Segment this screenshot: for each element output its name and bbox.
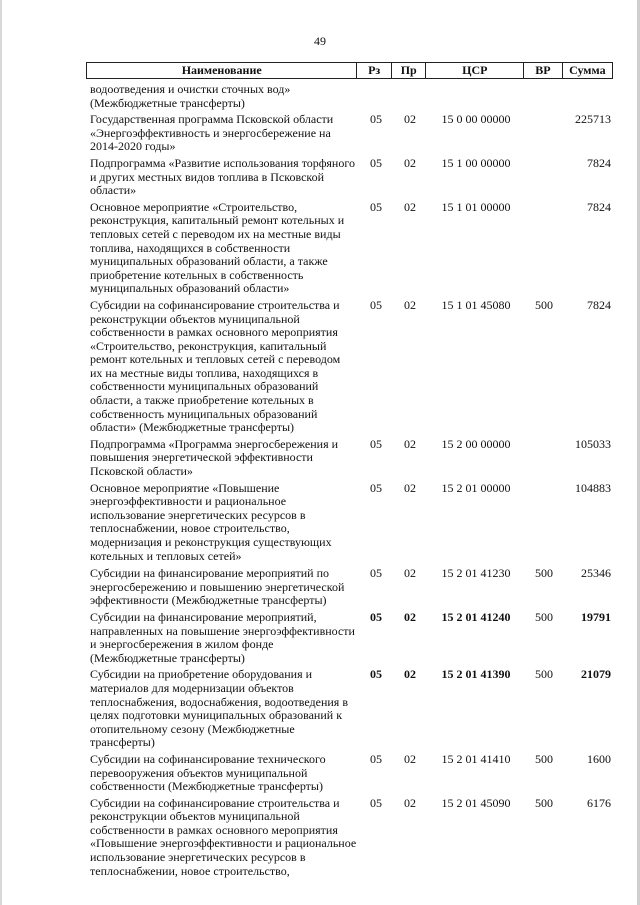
header-pr: Пр	[391, 63, 426, 78]
cell-csr: 15 2 01 41240	[441, 609, 511, 624]
cell-rz: 05	[370, 751, 382, 766]
table-row	[86, 201, 613, 296]
cell-name: Основное мероприятие «Повышение энергоэффективности и рациональное использование энергетических ресурсов в теплоснабжении, новое строительство, модернизация и реконструкция существующих котельных и тепловых сетей»	[90, 480, 332, 563]
cell-sum: 105033	[575, 436, 611, 451]
cell-csr: 15 2 01 41390	[441, 667, 511, 682]
table-row	[86, 567, 613, 608]
cell-sum: 7824	[587, 155, 611, 170]
cell-rz: 05	[370, 795, 382, 810]
cell-sum: 19791	[581, 609, 611, 624]
cell-name: водоотведения и очистки сточных вод» (Межбюджетные трансферты)	[90, 82, 291, 110]
cell-vr: 500	[535, 609, 553, 624]
cell-vr	[525, 482, 563, 564]
table-row	[86, 113, 613, 154]
cell-vr	[525, 83, 563, 110]
cell-rz: 05	[370, 199, 382, 214]
cell-vr: 500	[535, 751, 553, 766]
cell-name: Государственная программа Псковской области «Энергоэффективность и энергосбережение на 2014-2020 годы»	[90, 112, 334, 154]
cell-vr: 500	[535, 795, 553, 810]
table-header	[86, 62, 613, 79]
cell-name: Субсидии на финансирование мероприятий по энергосбережению и повышению энергетической эффективности (Межбюджетные трансферты)	[90, 566, 345, 608]
header-rz: Рз	[356, 63, 391, 78]
cell-sum: 7824	[587, 199, 611, 214]
cell-csr: 15 2 01 41410	[441, 751, 511, 766]
cell-rz: 05	[370, 436, 382, 451]
cell-name: Субсидии на софинансирование технического перевооружения объектов муниципальной собственности (Межбюджетные трансферты)	[90, 751, 326, 794]
table-row	[86, 668, 613, 750]
header-vr: ВР	[523, 63, 562, 78]
cell-rz: 05	[370, 566, 382, 581]
cell-sum: 6176	[587, 795, 611, 810]
cell-csr: 15 1 01 45080	[441, 297, 511, 312]
cell-csr: 15 2 01 45090	[441, 795, 511, 810]
cell-pr: 02	[404, 609, 416, 624]
page-number: 49	[314, 34, 326, 48]
table-row	[86, 83, 613, 110]
cell-name: Основное мероприятие «Строительство, реконструкция, капитальный ремонт котельных и тепловых сетей с переводом их на местные виды топлива, находящихся в собственности муниципальных образований области, а также приобретение котельных в собственность муниципальных образований области»	[90, 199, 345, 296]
cell-vr: 500	[535, 667, 553, 682]
cell-pr: 02	[404, 199, 416, 214]
cell-sum: 104883	[575, 480, 611, 495]
cell-rz: 05	[370, 480, 382, 495]
table-row	[86, 611, 613, 665]
cell-vr	[525, 157, 563, 198]
table-body	[86, 83, 613, 878]
cell-sum: 7824	[587, 297, 611, 312]
cell-pr: 02	[404, 667, 416, 682]
cell-name: Субсидии на финансирование мероприятий, направленных на повышение энергоэффективности и энергосбережения в жилом фонде (Межбюджетные трансферты)	[90, 609, 355, 665]
cell-csr: 15 2 01 41230	[441, 566, 511, 581]
cell-vr	[525, 201, 563, 296]
table-row	[86, 482, 613, 564]
cell-pr: 02	[404, 112, 416, 127]
budget-table	[86, 62, 613, 878]
cell-pr: 02	[404, 436, 416, 451]
cell-vr	[525, 438, 563, 479]
cell-sum: 225713	[575, 112, 611, 127]
cell-csr	[427, 83, 525, 110]
cell-vr: 500	[535, 297, 553, 312]
cell-csr: 15 1 01 00000	[441, 199, 511, 214]
cell-sum: 1600	[587, 751, 611, 766]
table-row	[86, 299, 613, 435]
header-csr: ЦСР	[425, 63, 523, 78]
cell-pr	[393, 83, 427, 110]
cell-rz: 05	[370, 112, 382, 127]
header-name: Наименование	[181, 63, 262, 77]
header-sum: Сумма	[562, 63, 612, 78]
cell-sum	[563, 83, 613, 110]
cell-name: Субсидии на софинансирование строительства и реконструкции объектов муниципальной собственности в рамках основного мероприятия «Повышение энергоэффективности и рациональное использование энергетических ресурсов в теплоснабжении, новое строительство,	[90, 795, 357, 878]
scan-edge-left	[0, 0, 2, 905]
cell-name: Субсидии на приобретение оборудования и материалов для модернизации объектов теплоснабжения, водоснабжения, водоотведения в целях подготовки муниципальных образований к отопительному сезону (Межбюджетные трансферты)	[90, 667, 348, 750]
cell-vr	[525, 113, 563, 154]
cell-pr: 02	[404, 297, 416, 312]
table-row	[86, 797, 613, 879]
cell-name: Субсидии на софинансирование строительства и реконструкции объектов муниципальной собственности в рамках основного мероприятия «Строительство, реконструкция, капитальный ремонт котельных и тепловых сетей с переводом их на местные виды топлива, находящихся в собственности муниципальных образований области, а также приобретение котельных в собственность муниципальных образований области» (Межбюджетные трансферты)	[90, 297, 341, 435]
cell-sum: 25346	[581, 566, 611, 581]
cell-csr: 15 2 01 00000	[441, 480, 511, 495]
cell-csr: 15 1 00 00000	[441, 155, 511, 170]
cell-rz: 05	[370, 155, 382, 170]
cell-pr: 02	[404, 155, 416, 170]
cell-rz: 05	[370, 609, 382, 624]
cell-pr: 02	[404, 751, 416, 766]
cell-rz	[359, 83, 393, 110]
table-row	[86, 157, 613, 198]
cell-pr: 02	[404, 480, 416, 495]
cell-rz: 05	[370, 667, 382, 682]
cell-csr: 15 2 00 00000	[441, 436, 511, 451]
cell-vr: 500	[535, 566, 553, 581]
cell-pr: 02	[404, 795, 416, 810]
cell-sum: 21079	[581, 667, 611, 682]
cell-name: Подпрограмма «Развитие использования торфяного и других местных видов топлива в Псковской области»	[90, 155, 355, 198]
cell-csr: 15 0 00 00000	[441, 112, 511, 127]
table-row	[86, 438, 613, 479]
table-row	[86, 753, 613, 794]
cell-pr: 02	[404, 566, 416, 581]
cell-name: Подпрограмма «Программа энергосбережения и повышения энергетической эффективности Псковской области»	[90, 436, 339, 479]
cell-rz: 05	[370, 297, 382, 312]
